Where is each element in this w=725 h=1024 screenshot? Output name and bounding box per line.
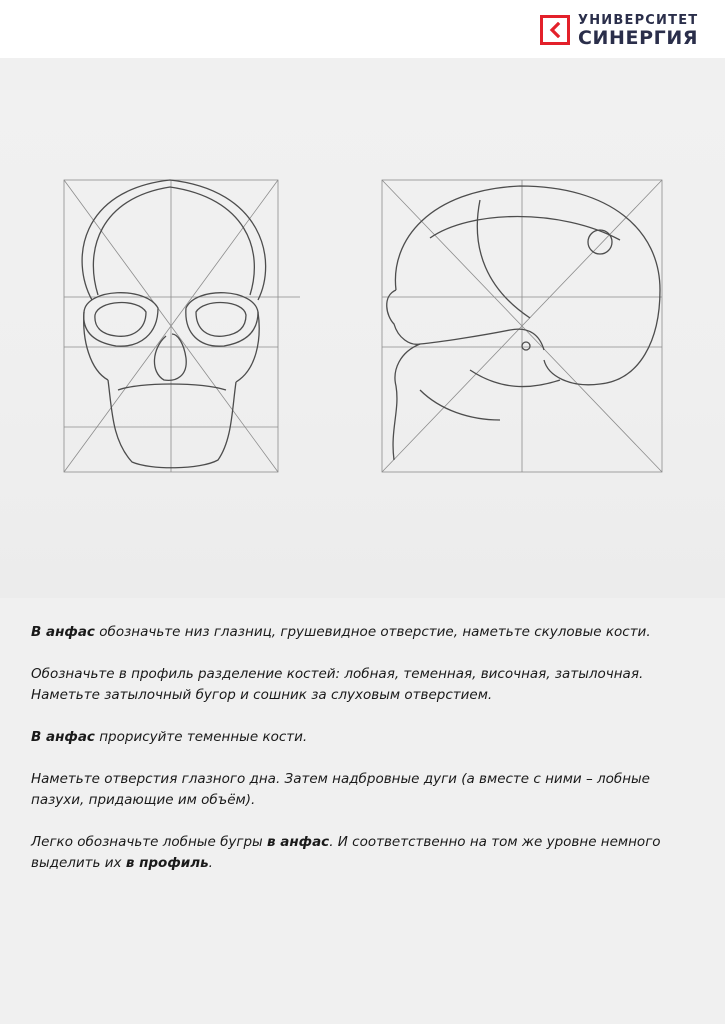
paragraph-text: Обозначьте в профиль разделение костей: лобная, теменная, височная, затылочная. <box>31 666 644 682</box>
instruction-paragraph <box>31 832 701 874</box>
emphasis: в анфас <box>267 834 330 850</box>
paragraph-text: пазухи, придающие им объём). <box>31 792 256 808</box>
university-logo[interactable] <box>540 13 720 49</box>
logo-text-bottom: СИНЕРГИЯ <box>578 27 699 49</box>
page-header <box>0 0 725 58</box>
logo-text-top: УНИВЕРСИТЕТ <box>578 13 699 28</box>
logo-bracket-icon <box>540 15 570 45</box>
emphasis: В анфас <box>31 624 95 640</box>
paragraph-text: . <box>208 855 213 871</box>
emphasis: В анфас <box>31 729 95 745</box>
paragraph-text: Легко обозначьте лобные бугры <box>31 834 267 850</box>
emphasis: в профиль <box>125 855 209 871</box>
instruction-paragraph <box>31 727 701 748</box>
paragraph-text: обозначьте низ глазниц, грушевидное отверстие, наметьте скуловые кости. <box>94 624 651 640</box>
skull-sketch-drawing <box>0 90 725 598</box>
skull-sketch-photo <box>0 90 725 598</box>
instruction-paragraph <box>31 769 701 811</box>
instruction-paragraph <box>31 622 701 643</box>
paragraph-text: . И соответственно на том же уровне немного выделить их <box>31 834 661 871</box>
instructions-text <box>31 622 701 895</box>
paragraph-text: Наметьте затылочный бугор и сошник за слуховым отверстием. <box>31 687 493 703</box>
paragraph-text: прорисуйте теменные кости. <box>94 729 308 745</box>
instruction-paragraph <box>31 664 701 706</box>
paragraph-text: Наметьте отверстия глазного дна. Затем надбровные дуги (а вместе с ними – лобные <box>31 771 650 787</box>
